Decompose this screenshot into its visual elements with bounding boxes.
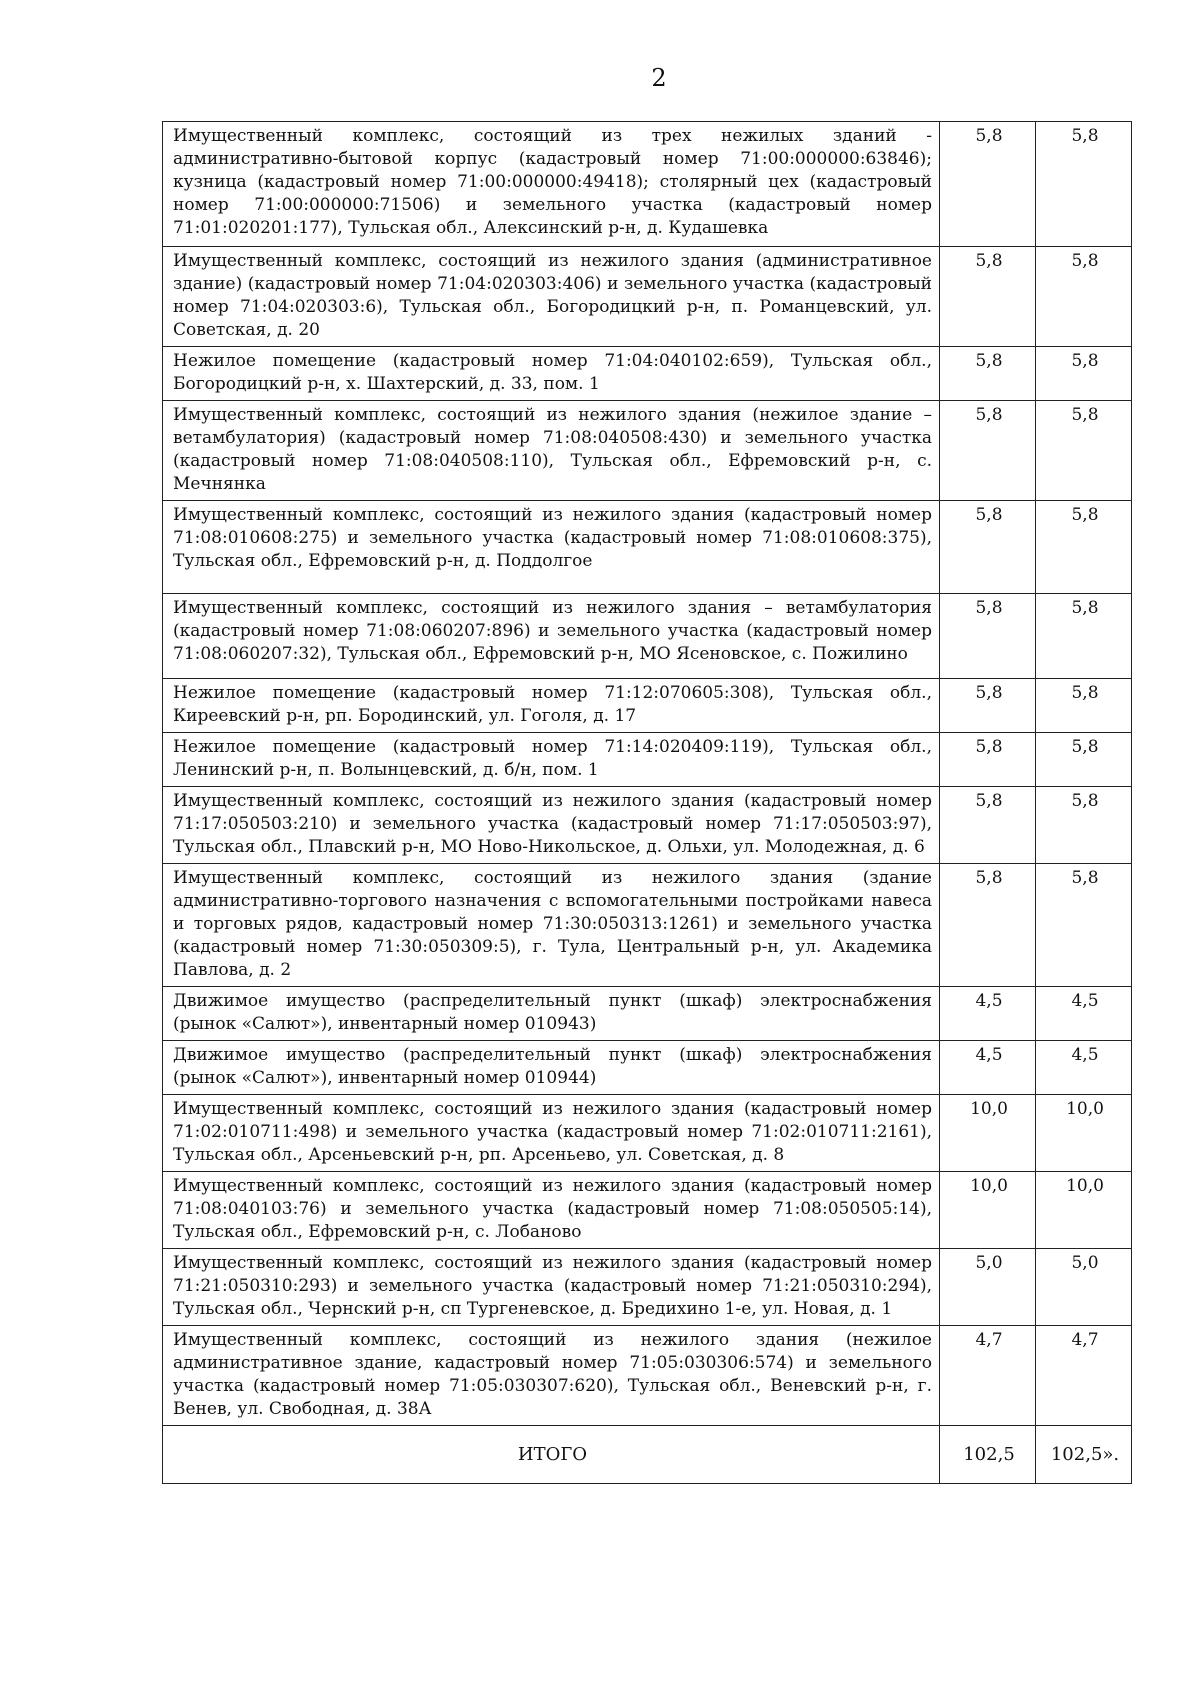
table-row <box>163 401 1132 501</box>
value-cell-b: 10,0 <box>1036 1095 1132 1172</box>
value-cell-a: 5,8 <box>940 733 1036 787</box>
total-row <box>163 1426 1132 1484</box>
table-row <box>163 1172 1132 1249</box>
page-number: 2 <box>651 64 667 92</box>
property-description: Имущественный комплекс, состоящий из нежилого здания (здание административно-торгового назначения с вспомогательными постройками навеса и торговых рядов, кадастровый номер 71:30:050313:1261) и земельного участка (кадастровый номер 71:30:050309:5), г. Тула, Центральный р-н, ул. Академика Павлова, д. 2 <box>163 864 940 987</box>
value-cell-a: 5,0 <box>940 1249 1036 1326</box>
table-row <box>163 733 1132 787</box>
table-row <box>163 247 1132 347</box>
value-cell-b: 5,8 <box>1036 501 1132 594</box>
property-description: Имущественный комплекс, состоящий из нежилого здания (кадастровый номер 71:17:050503:210) и земельного участка (кадастровый номер 71:17:050503:97), Тульская обл., Плавский р-н, МО Ново-Никольское, д. Ольхи, ул. Молодежная, д. 6 <box>163 787 940 864</box>
value-cell-b: 5,8 <box>1036 247 1132 347</box>
property-description: Имущественный комплекс, состоящий из нежилого здания (административное здание) (кадастровый номер 71:04:020303:406) и земельного участка (кадастровый номер 71:04:020303:6), Тульская обл., Богородицкий р-н, п. Романцевский, ул. Советская, д. 20 <box>163 247 940 347</box>
value-cell-b: 5,8 <box>1036 122 1132 247</box>
property-description: Движимое имущество (распределительный пункт (шкаф) электроснабжения (рынок «Салют»), инвентарный номер 010943) <box>163 987 940 1041</box>
value-cell-b: 4,5 <box>1036 987 1132 1041</box>
value-cell-a: 10,0 <box>940 1095 1036 1172</box>
property-description: Нежилое помещение (кадастровый номер 71:04:040102:659), Тульская обл., Богородицкий р-н, х. Шахтерский, д. 33, пом. 1 <box>163 347 940 401</box>
table-row <box>163 1041 1132 1095</box>
total-label: ИТОГО <box>163 1426 940 1484</box>
value-cell-a: 10,0 <box>940 1172 1036 1249</box>
value-cell-a: 5,8 <box>940 787 1036 864</box>
table-row <box>163 501 1132 594</box>
table-row <box>163 594 1132 679</box>
table-row <box>163 1095 1132 1172</box>
property-description: Имущественный комплекс, состоящий из нежилого здания (кадастровый номер 71:08:040103:76) и земельного участка (кадастровый номер 71:08:050505:14), Тульская обл., Ефремовский р-н, с. Лобаново <box>163 1172 940 1249</box>
value-cell-a: 5,8 <box>940 679 1036 733</box>
property-description: Нежилое помещение (кадастровый номер 71:12:070605:308), Тульская обл., Киреевский р-н, рп. Бородинский, ул. Гоголя, д. 17 <box>163 679 940 733</box>
value-cell-b: 5,8 <box>1036 787 1132 864</box>
table-row <box>163 787 1132 864</box>
property-description: Имущественный комплекс, состоящий из нежилого здания (нежилое здание – ветамбулатория) (кадастровый номер 71:08:040508:430) и земельного участка (кадастровый номер 71:08:040508:110), Тульская обл., Ефремовский р-н, с. Мечнянка <box>163 401 940 501</box>
value-cell-a: 5,8 <box>940 594 1036 679</box>
value-cell-b: 5,8 <box>1036 594 1132 679</box>
property-description: Имущественный комплекс, состоящий из нежилого здания (кадастровый номер 71:02:010711:498) и земельного участка (кадастровый номер 71:02:010711:2161), Тульская обл., Арсеньевский р-н, рп. Арсеньево, ул. Советская, д. 8 <box>163 1095 940 1172</box>
value-cell-a: 4,7 <box>940 1326 1036 1426</box>
property-description: Имущественный комплекс, состоящий из трех нежилых зданий - административно-бытовой корпус (кадастровый номер 71:00:000000:63846); кузница (кадастровый номер 71:00:000000:49418); столярный цех (кадастровый номер 71:00:000000:71506) и земельного участка (кадастровый номер 71:01:020201:177), Тульская обл., Алексинский р-н, д. Кудашевка <box>163 122 940 247</box>
value-cell-a: 5,8 <box>940 501 1036 594</box>
value-cell-a: 5,8 <box>940 401 1036 501</box>
table-row <box>163 1326 1132 1426</box>
value-cell-b: 4,7 <box>1036 1326 1132 1426</box>
property-description: Имущественный комплекс, состоящий из нежилого здания (кадастровый номер 71:08:010608:275) и земельного участка (кадастровый номер 71:08:010608:375), Тульская обл., Ефремовский р-н, д. Поддолгое <box>163 501 940 594</box>
property-description: Имущественный комплекс, состоящий из нежилого здания – ветамбулатория (кадастровый номер 71:08:060207:896) и земельного участка (кадастровый номер 71:08:060207:32), Тульская обл., Ефремовский р-н, МО Ясеновское, с. Пожилино <box>163 594 940 679</box>
table-row <box>163 679 1132 733</box>
property-description: Нежилое помещение (кадастровый номер 71:14:020409:119), Тульская обл., Ленинский р-н, п. Волынцевский, д. б/н, пом. 1 <box>163 733 940 787</box>
value-cell-a: 4,5 <box>940 987 1036 1041</box>
property-description: Имущественный комплекс, состоящий из нежилого здания (кадастровый номер 71:21:050310:293) и земельного участка (кадастровый номер 71:21:050310:294), Тульская обл., Чернский р-н, сп Тургеневское, д. Бредихино 1-е, ул. Новая, д. 1 <box>163 1249 940 1326</box>
value-cell-a: 5,8 <box>940 247 1036 347</box>
value-cell-a: 5,8 <box>940 347 1036 401</box>
property-table <box>162 121 1132 1484</box>
total-value-b: 102,5». <box>1036 1426 1132 1484</box>
value-cell-b: 5,8 <box>1036 864 1132 987</box>
value-cell-b: 5,8 <box>1036 401 1132 501</box>
table-row <box>163 1249 1132 1326</box>
property-description: Движимое имущество (распределительный пункт (шкаф) электроснабжения (рынок «Салют»), инвентарный номер 010944) <box>163 1041 940 1095</box>
value-cell-b: 5,8 <box>1036 347 1132 401</box>
table-row <box>163 347 1132 401</box>
value-cell-a: 5,8 <box>940 864 1036 987</box>
table-row <box>163 864 1132 987</box>
value-cell-b: 5,0 <box>1036 1249 1132 1326</box>
table-row <box>163 987 1132 1041</box>
total-value-a: 102,5 <box>940 1426 1036 1484</box>
value-cell-a: 5,8 <box>940 122 1036 247</box>
value-cell-b: 4,5 <box>1036 1041 1132 1095</box>
value-cell-b: 5,8 <box>1036 679 1132 733</box>
property-description: Имущественный комплекс, состоящий из нежилого здания (нежилое административное здание, кадастровый номер 71:05:030306:574) и земельного участка (кадастровый номер 71:05:030307:620), Тульская обл., Веневский р-н, г. Венев, ул. Свободная, д. 38А <box>163 1326 940 1426</box>
value-cell-a: 4,5 <box>940 1041 1036 1095</box>
value-cell-b: 5,8 <box>1036 733 1132 787</box>
table-row <box>163 122 1132 247</box>
value-cell-b: 10,0 <box>1036 1172 1132 1249</box>
